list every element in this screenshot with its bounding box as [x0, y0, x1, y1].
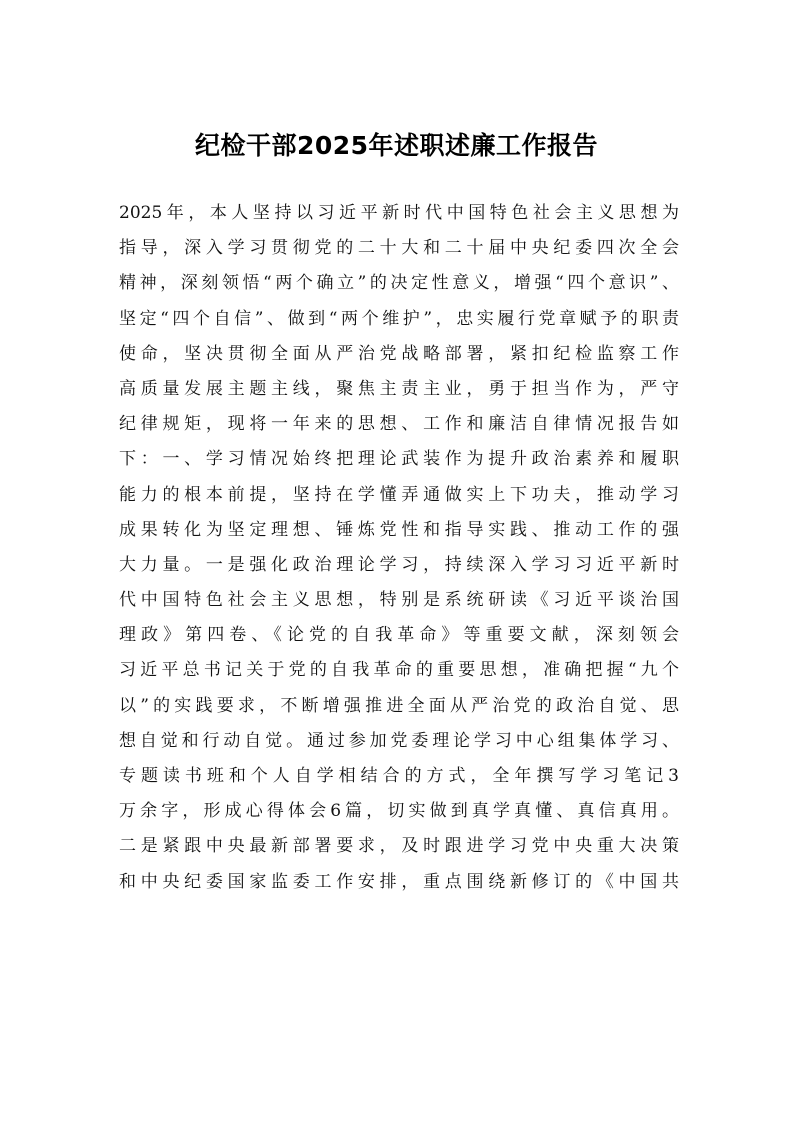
body-line: 想自觉和行动自觉。通过参加党委理论学习中心组集体学习、 [119, 730, 679, 751]
body-line: 习近平总书记关于党的自我革命的重要思想，准确把握“九个 [119, 660, 679, 681]
body-line: 以”的实践要求，不断增强推进全面从严治党的政治自觉、思 [119, 695, 679, 716]
body-line: 和中央纪委国家监委工作安排，重点围绕新修订的《中国共 [119, 871, 679, 892]
document-body [119, 196, 679, 900]
body-line: 2025年，本人坚持以习近平新时代中国特色社会主义思想为 [119, 203, 679, 223]
body-line: 专题读书班和个人自学相结合的方式，全年撰写学习笔记3 [119, 766, 679, 786]
body-line: 成果转化为坚定理想、锤炼党性和指导实践、推动工作的强 [119, 519, 679, 540]
body-line: 万余字，形成心得体会6篇，切实做到真学真懂、真信真用。 [119, 801, 679, 822]
body-line: 能力的根本前提，坚持在学懂弄通做实上下功夫，推动学习 [119, 484, 679, 505]
document-title: 纪检干部2025年述职述廉工作报告 [194, 131, 599, 160]
body-line: 下：一、学习情况始终把理论武装作为提升政治素养和履职 [119, 449, 679, 470]
body-line: 精神，深刻领悟“两个确立”的决定性意义，增强“四个意识”、 [119, 273, 679, 294]
body-line: 坚定“四个自信”、做到“两个维护”，忠实履行党章赋予的职责 [119, 308, 679, 329]
body-line: 二是紧跟中央最新部署要求，及时跟进学习党中央重大决策 [119, 836, 679, 857]
body-line: 纪律规矩，现将一年来的思想、工作和廉洁自律情况报告如 [119, 414, 679, 435]
body-line: 高质量发展主题主线，聚焦主责主业，勇于担当作为，严守 [119, 378, 679, 399]
body-line: 理政》第四卷、《论党的自我革命》等重要文献，深刻领会 [119, 625, 679, 646]
body-line: 使命，坚决贯彻全面从严治党战略部署，紧扣纪检监察工作 [119, 343, 679, 364]
body-line: 大力量。一是强化政治理论学习，持续深入学习习近平新时 [119, 554, 679, 575]
body-line: 指导，深入学习贯彻党的二十大和二十届中央纪委四次全会 [119, 238, 679, 259]
body-line: 代中国特色社会主义思想，特别是系统研读《习近平谈治国 [119, 590, 679, 611]
